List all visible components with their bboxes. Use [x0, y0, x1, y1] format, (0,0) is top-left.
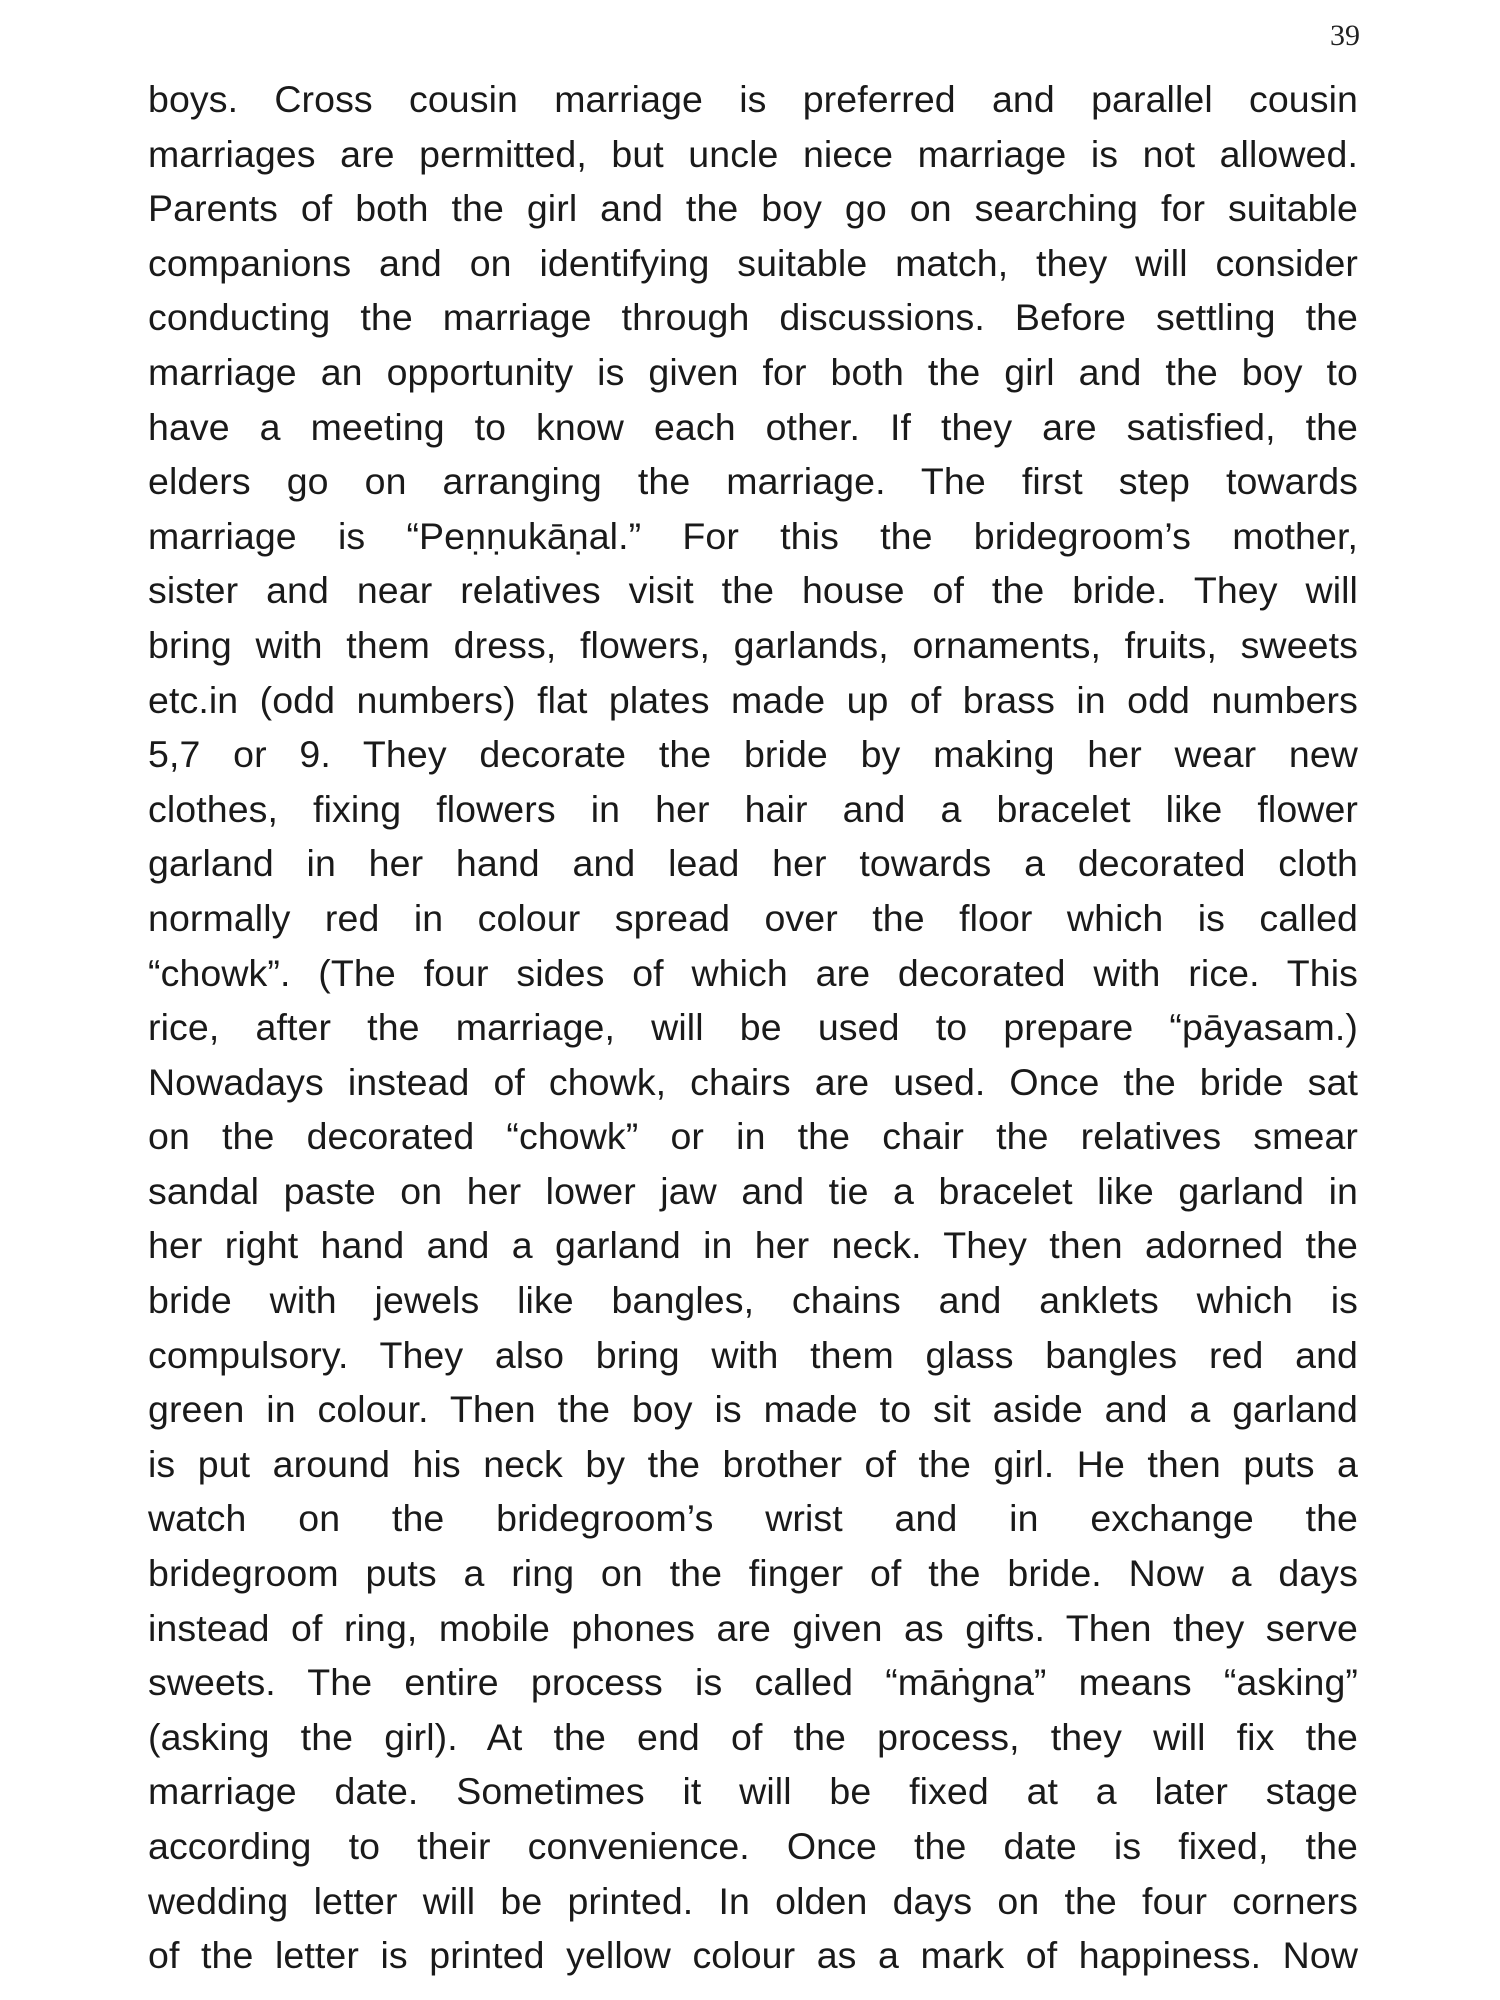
body-text: [148, 72, 1358, 1983]
text-line: bride with jewels like bangles, chains and anklets which is: [148, 1279, 1358, 1322]
text-line: of the letter is printed yellow colour as a mark of happiness. Now: [148, 1934, 1358, 1977]
text-line: Nowadays instead of chowk, chairs are used. Once the bride sat: [148, 1060, 1358, 1103]
text-line: garland in her hand and lead her towards a decorated cloth: [148, 842, 1358, 885]
text-line: rice, after the marriage, will be used to prepare “pāyasam.): [148, 1006, 1358, 1049]
text-line: etc.in (odd numbers) flat plates made up of brass in odd numbers: [148, 678, 1358, 721]
text-line: conducting the marriage through discussions. Before settling the: [148, 296, 1358, 339]
text-line: according to their convenience. Once the date is fixed, the: [148, 1825, 1358, 1867]
text-line: companions and on identifying suitable match, they will consider: [148, 241, 1358, 284]
text-line: bring with them dress, flowers, garlands, ornaments, fruits, sweets: [148, 623, 1358, 666]
text-line: boys. Cross cousin marriage is preferred and parallel cousin: [148, 78, 1358, 120]
text-line: wedding letter will be printed. In olden days on the four corners: [148, 1879, 1358, 1922]
text-line: clothes, fixing flowers in her hair and a bracelet like flower: [148, 787, 1358, 830]
text-line: bridegroom puts a ring on the finger of the bride. Now a days: [148, 1552, 1358, 1595]
text-line: elders go on arranging the marriage. The first step towards: [148, 460, 1358, 503]
text-line: instead of ring, mobile phones are given as gifts. Then they serve: [148, 1606, 1358, 1649]
text-line: “chowk”. (The four sides of which are decorated with rice. This: [148, 951, 1358, 994]
text-line: sandal paste on her lower jaw and tie a bracelet like garland in: [148, 1169, 1358, 1212]
text-line: Parents of both the girl and the boy go on searching for suitable: [148, 187, 1358, 230]
text-line: watch on the bridegroom’s wrist and in exchange the: [148, 1497, 1358, 1540]
text-line: compulsory. They also bring with them glass bangles red and: [148, 1333, 1358, 1376]
text-line: sweets. The entire process is called “māṅgna” means “asking”: [148, 1661, 1358, 1704]
text-line: is put around his neck by the brother of the girl. He then puts a: [148, 1442, 1358, 1485]
text-line: have a meeting to know each other. If they are satisfied, the: [148, 405, 1358, 448]
text-line: marriages are permitted, but uncle niece marriage is not allowed.: [148, 132, 1358, 175]
text-line: green in colour. Then the boy is made to sit aside and a garland: [148, 1388, 1358, 1431]
text-line: marriage date. Sometimes it will be fixed at a later stage: [148, 1770, 1358, 1813]
text-line: sister and near relatives visit the house of the bride. They will: [148, 569, 1358, 612]
text-line: marriage an opportunity is given for both the girl and the boy to: [148, 350, 1358, 393]
text-line: her right hand and a garland in her neck. They then adorned the: [148, 1224, 1358, 1267]
page-number: 39: [1330, 19, 1360, 52]
text-line: normally red in colour spread over the floor which is called: [148, 896, 1358, 939]
text-line: marriage is “Peṇṇukāṇal.” For this the bridegroom’s mother,: [148, 514, 1358, 557]
text-line: 5,7 or 9. They decorate the bride by making her wear new: [148, 733, 1358, 776]
text-line: (asking the girl). At the end of the process, they will fix the: [148, 1715, 1358, 1758]
text-line: on the decorated “chowk” or in the chair the relatives smear: [148, 1115, 1358, 1158]
